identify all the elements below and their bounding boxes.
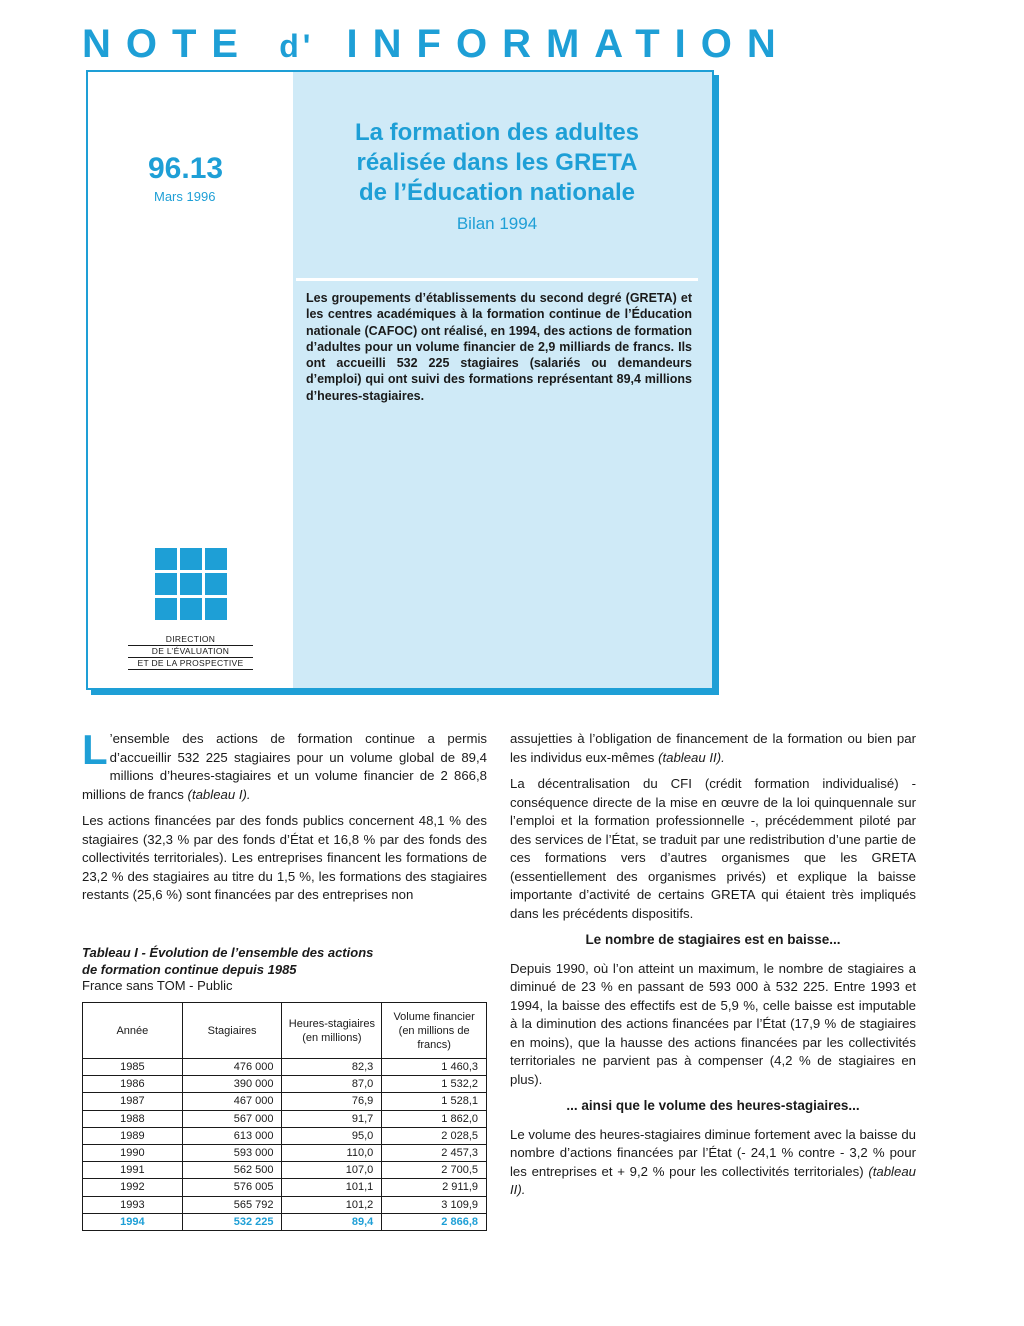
table-cell: 576 005 xyxy=(182,1179,282,1196)
body-paragraph: La décentralisation du CFI (crédit formation individualisé) - conséquence directe de la mise en œuvre de la loi quinquennale sur l’emploi et la formation professionnelle -, précédemment piloté par des services de l’État, se traduit par une redistribution d’une partie de ces formations vers d’autres organismes que les GRETA (essentiellement des organismes privés) et explique la baisse importante d’activité de certains GRETA qui étaient très impliqués dans les précédents dispositifs. xyxy=(510,776,916,921)
dep-logo-icon xyxy=(155,548,227,620)
table-cell: 2 911,9 xyxy=(382,1179,487,1196)
table-cell: 95,0 xyxy=(282,1127,382,1144)
table-cell: 1986 xyxy=(83,1076,183,1093)
table-cell: 1 862,0 xyxy=(382,1110,487,1127)
department-line-1: DIRECTION xyxy=(128,634,253,646)
masthead-note: NOTE xyxy=(82,22,254,66)
table-source: France sans TOM - Public xyxy=(82,978,233,993)
body-paragraph xyxy=(82,726,487,804)
page-subtitle: Bilan 1994 xyxy=(456,214,538,233)
body-paragraph xyxy=(510,730,916,767)
table-header: Heures-stagiaires (en millions) xyxy=(282,1003,382,1059)
table-cell: 107,0 xyxy=(282,1162,382,1179)
department-line-3: ET DE LA PROSPECTIVE xyxy=(128,658,253,670)
table-cell: 1991 xyxy=(83,1162,183,1179)
table-cell: 1989 xyxy=(83,1127,183,1144)
title-line-3: de l’Éducation nationale xyxy=(358,179,636,206)
table-cell: 110,0 xyxy=(282,1144,382,1161)
table-reference: (tableau II). xyxy=(510,1163,916,1197)
section-heading: ... ainsi que le volume des heures-stagiaires... xyxy=(566,1098,860,1113)
body-column-right xyxy=(510,730,916,1208)
table-cell: 613 000 xyxy=(182,1127,282,1144)
table-cell: 1 528,1 xyxy=(382,1093,487,1110)
table-row xyxy=(83,1093,487,1110)
paragraph-text: Le volume des heures-stagiaires diminue fortement avec la baisse du nombre d’actions financées par l’État (- 24,1 % contre - 3,2 % pour les entreprises et + 9,2 % pour les collectivités territoriales) xyxy=(510,1126,916,1179)
table-reference: (tableau I). xyxy=(187,786,251,802)
table-cell: 2 866,8 xyxy=(382,1213,487,1230)
paragraph-text: assujetties à l’obligation de financement de la formation ou bien par les individus eux-mêmes xyxy=(510,731,916,765)
body-column-left xyxy=(82,726,487,913)
table-caption-line-2: de formation continue depuis 1985 xyxy=(82,961,297,977)
table-cell: 2 457,3 xyxy=(382,1144,487,1161)
table-cell: 101,1 xyxy=(282,1179,382,1196)
body-paragraph xyxy=(510,1126,916,1200)
department-line-2: DE L’ÉVALUATION xyxy=(128,646,253,658)
table-row xyxy=(83,1162,487,1179)
cover-panel xyxy=(86,70,714,690)
table-row xyxy=(83,1059,487,1076)
table-cell: 593 000 xyxy=(182,1144,282,1161)
table-cell: 1987 xyxy=(83,1093,183,1110)
table-cell: 1994 xyxy=(83,1213,183,1230)
body-paragraph: Les actions financées par des fonds publics concernent 48,1 % des stagiaires (32,3 % par des fonds d’État et 16,8 % par des fonds des collectivités territoriales). Les entreprises financent les formations de 23,2 % des stagiaires au titre du 1,5 %, les formations des stagiaires restants (25,6 %) sont financées par des entreprises non xyxy=(82,813,487,902)
table-cell: 390 000 xyxy=(182,1076,282,1093)
table-row xyxy=(83,1196,487,1213)
table-caption xyxy=(82,945,487,978)
table-cell: 1988 xyxy=(83,1110,183,1127)
table-cell: 2 028,5 xyxy=(382,1127,487,1144)
table-cell: 3 109,9 xyxy=(382,1196,487,1213)
table-cell: 2 700,5 xyxy=(382,1162,487,1179)
table-row xyxy=(83,1179,487,1196)
table-caption-line-1: Tableau I - Évolution de l’ensemble des actions xyxy=(82,945,374,960)
table-header: Année xyxy=(83,1003,183,1059)
summary-text: Les groupements d’établissements du second degré (GRETA) et les centres académiques à la formation continue de l’Éducation nationale (CAFOC) ont réalisé, en 1994, des actions de formation d’adultes pour un volume financier de 2,9 milliards de francs. Ils ont accueilli 532 225 stagiaires (salariés ou demandeurs d’emploi) qui ont suivi des formations représentant 89,4 millions d’heures-stagiaires. xyxy=(306,291,692,403)
table-cell: 1992 xyxy=(83,1179,183,1196)
table-cell: 1 460,3 xyxy=(382,1059,487,1076)
table-cell: 532 225 xyxy=(182,1213,282,1230)
table-cell: 1990 xyxy=(83,1144,183,1161)
table-cell: 565 792 xyxy=(182,1196,282,1213)
table-cell: 91,7 xyxy=(282,1110,382,1127)
table-cell: 467 000 xyxy=(182,1093,282,1110)
masthead-information: INFORMATION xyxy=(346,22,791,66)
table-row-highlight xyxy=(83,1213,487,1230)
drop-cap: L xyxy=(82,726,108,773)
table-cell: 1 532,2 xyxy=(382,1076,487,1093)
table-row xyxy=(83,1076,487,1093)
table-cell: 562 500 xyxy=(182,1162,282,1179)
masthead xyxy=(82,22,791,67)
table-cell: 1985 xyxy=(83,1059,183,1076)
title-line-1: La formation des adultes xyxy=(354,119,640,146)
table-row xyxy=(83,1127,487,1144)
table-cell: 76,9 xyxy=(282,1093,382,1110)
table-reference: (tableau II). xyxy=(658,749,725,765)
table-cell: 101,2 xyxy=(282,1196,382,1213)
table-header: Stagiaires xyxy=(182,1003,282,1059)
section-heading: Le nombre de stagiaires est en baisse... xyxy=(585,932,841,947)
issue-date: Mars 1996 xyxy=(154,189,216,204)
table-cell: 567 000 xyxy=(182,1110,282,1127)
masthead-d: d' xyxy=(279,28,315,64)
statistics-table xyxy=(82,1002,487,1231)
table-cell: 476 000 xyxy=(182,1059,282,1076)
table-cell: 87,0 xyxy=(282,1076,382,1093)
issue-number: 96.13 xyxy=(148,152,224,185)
paragraph-text: ’ensemble des actions de formation continue a permis d’accueillir 532 225 stagiaires pour un volume global de 89,4 millions d’heures-stagiaires et un volume financier de 2 866,8 millions de francs xyxy=(82,731,487,802)
table-cell: 82,3 xyxy=(282,1059,382,1076)
table-cell: 89,4 xyxy=(282,1213,382,1230)
table-header: Volume financier (en millions de francs) xyxy=(382,1003,487,1059)
table-row xyxy=(83,1144,487,1161)
page-title xyxy=(298,118,696,208)
title-line-2: réalisée dans les GRETA xyxy=(356,149,638,176)
department-name xyxy=(128,634,253,670)
table-cell: 1993 xyxy=(83,1196,183,1213)
table-row xyxy=(83,1110,487,1127)
body-paragraph: Depuis 1990, où l’on atteint un maximum, le nombre de stagiaires a diminué de 23 % en passant de 593 000 à 532 225. Entre 1993 et 1994, la baisse des effectifs est de 5,9 %, celle baisse est imputable à la diminution des actions financées par l’État (17,9 % de stagiaires en moins), que la hausse des actions financées par les collectivités territoriales ne parvient pas à compenser (4,2 % de stagiaires en plus). xyxy=(510,960,916,1087)
